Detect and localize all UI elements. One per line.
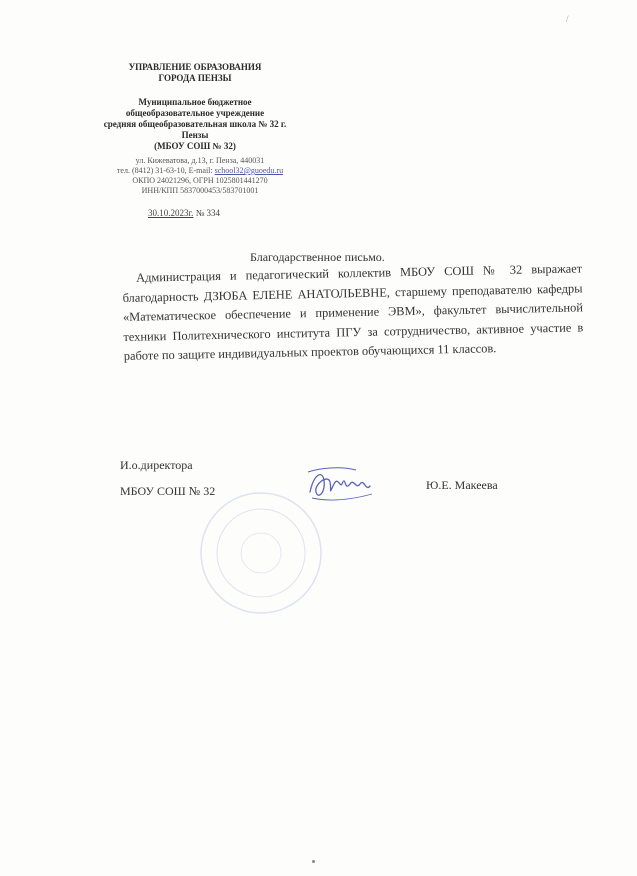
letterhead: [100, 62, 290, 152]
signer-organization: МБОУ СОШ № 32: [120, 484, 216, 498]
phone-email-line: [100, 166, 300, 176]
letter-body: [122, 259, 584, 366]
signer-name: Ю.Е. Макеева: [426, 478, 498, 492]
inn: ИНН/КПП 5837000453/583701001: [141, 186, 259, 195]
phone: тел. (8412) 31-63-10, E-mail:: [116, 166, 213, 175]
letter-title: Благодарственное письмо.: [250, 250, 385, 264]
stamp-seal-icon: [196, 488, 326, 618]
letterhead-line: Муниципальное бюджетное: [138, 97, 252, 107]
email-link[interactable]: school32@guoedu.ru: [214, 166, 284, 175]
okpo: ОКПО 24021296, ОГРН 1025801441270: [132, 176, 268, 185]
registration-number: № 334: [195, 208, 221, 218]
registration-date: 30.10.2023г.: [148, 208, 194, 218]
handwritten-signature-icon: [300, 462, 380, 506]
letterhead-line: (МБОУ СОШ № 32): [154, 141, 236, 151]
letterhead-line: УПРАВЛЕНИЕ ОБРАЗОВАНИЯ: [128, 62, 262, 72]
letterhead-line: ГОРОДА ПЕНЗЫ: [158, 73, 232, 83]
address: ул. Кижеватова, д.13, г. Пенза, 440031: [135, 156, 265, 165]
registration-line: [148, 208, 220, 218]
corner-mark: /: [566, 14, 569, 24]
letter-paragraph: Администрация и педагогический коллектив МБОУ СОШ № 32 выражает благодарность ДЗЮБА ЕЛЕНЕ АНАТОЛЬЕВНЕ, старшему преподавателю кафедры «Математическое обеспечение и применение ЭВМ», факультет вычислительной техники Политехнического института ПГУ за сотрудничество, активное участие в работе по защите индивидуальных проектов обучающихся 11 классов.: [122, 261, 584, 363]
contacts-block: [100, 156, 300, 196]
letterhead-line: общеобразовательное учреждение: [125, 108, 265, 118]
letterhead-line: средняя общеобразовательная школа № 32 г. Пензы: [103, 119, 287, 140]
page-mark: [312, 860, 315, 863]
signer-role: И.о.директора: [120, 458, 193, 472]
